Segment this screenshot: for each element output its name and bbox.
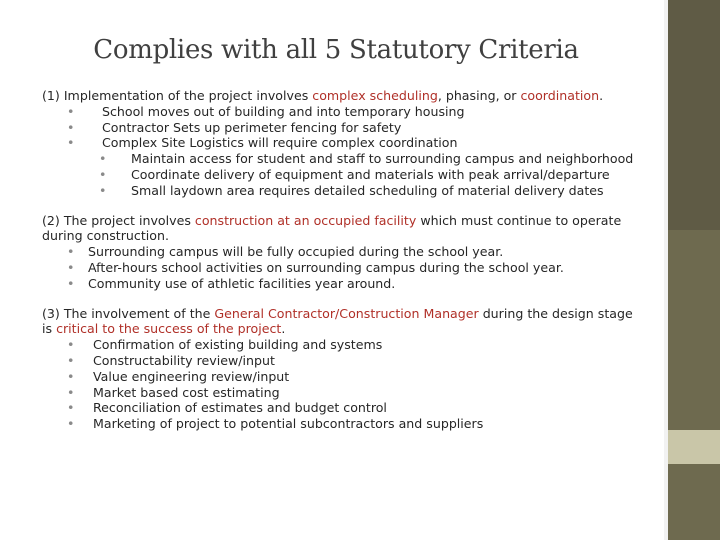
highlight-occupied-facility: construction at an occupied facility — [194, 212, 417, 228]
criterion-1-heading: (1) Implementation of the project involves complex scheduling, phasing, or coordination. — [42, 88, 604, 103]
list-item: • Community use of athletic facilities year around. — [67, 275, 396, 291]
highlight-critical-success: critical to the success of the project — [56, 321, 282, 337]
list-item: • Confirmation of existing building and systems — [67, 337, 383, 353]
list-item: • After-hours school activities on surrounding campus during the school year. — [67, 259, 564, 275]
bullet-icon: • — [99, 166, 107, 182]
bullet-icon: • — [67, 275, 75, 291]
sub-list-item: • Small laydown area requires detailed scheduling of material delivery dates — [99, 182, 604, 198]
list-item: • Marketing of project to potential subcontractors and suppliers — [67, 416, 484, 432]
sidebar-block — [668, 430, 720, 464]
highlight-complex-scheduling: complex scheduling — [312, 88, 438, 103]
sidebar-block — [668, 0, 720, 230]
list-item: • Contractor Sets up perimeter fencing for safety — [67, 119, 402, 135]
bullet-icon: • — [67, 368, 75, 384]
bullet-icon: • — [67, 259, 75, 275]
list-item: • Surrounding campus will be fully occupied during the school year. — [67, 244, 504, 260]
bullet-icon: • — [67, 416, 75, 432]
slide-body — [42, 88, 642, 432]
highlight-general-contractor: General Contractor/Construction Manager — [214, 305, 479, 321]
criterion-2-heading: (2) The project involves construction at an occupied facility which must continue to operate during construction. — [42, 212, 622, 244]
list-item: • Market based cost estimating — [67, 384, 280, 400]
list-item: • Reconciliation of estimates and budget control — [67, 400, 387, 416]
bullet-icon: • — [67, 400, 75, 416]
sub-list-item: • Maintain access for student and staff to surrounding campus and neighborhood — [99, 151, 634, 167]
bullet-icon: • — [67, 352, 75, 368]
bullet-icon: • — [67, 135, 75, 151]
bullet-icon: • — [67, 119, 75, 135]
bullet-icon: • — [99, 151, 107, 167]
bullet-icon: • — [67, 244, 75, 260]
list-item: • Value engineering review/input — [67, 368, 290, 384]
bullet-icon: • — [67, 103, 75, 119]
decorative-sidebar — [668, 0, 720, 540]
slide-title: Complies with all 5 Statutory Criteria — [93, 35, 579, 65]
bullet-icon: • — [99, 182, 107, 198]
bullet-icon: • — [67, 337, 75, 353]
criterion-3-heading: (3) The involvement of the General Contractor/Construction Manager during the design stage is critical to the success of the project. — [42, 305, 633, 337]
list-item: • Complex Site Logistics will require complex coordination — [67, 135, 458, 151]
list-item: • School moves out of building and into temporary housing — [67, 103, 465, 119]
highlight-coordination: coordination — [520, 88, 600, 103]
bullet-icon: • — [67, 384, 75, 400]
sidebar-block — [668, 464, 720, 540]
sub-list-item: • Coordinate delivery of equipment and materials with peak arrival/departure — [99, 166, 610, 182]
list-item: • Constructability review/input — [67, 352, 275, 368]
sidebar-block — [668, 230, 720, 430]
